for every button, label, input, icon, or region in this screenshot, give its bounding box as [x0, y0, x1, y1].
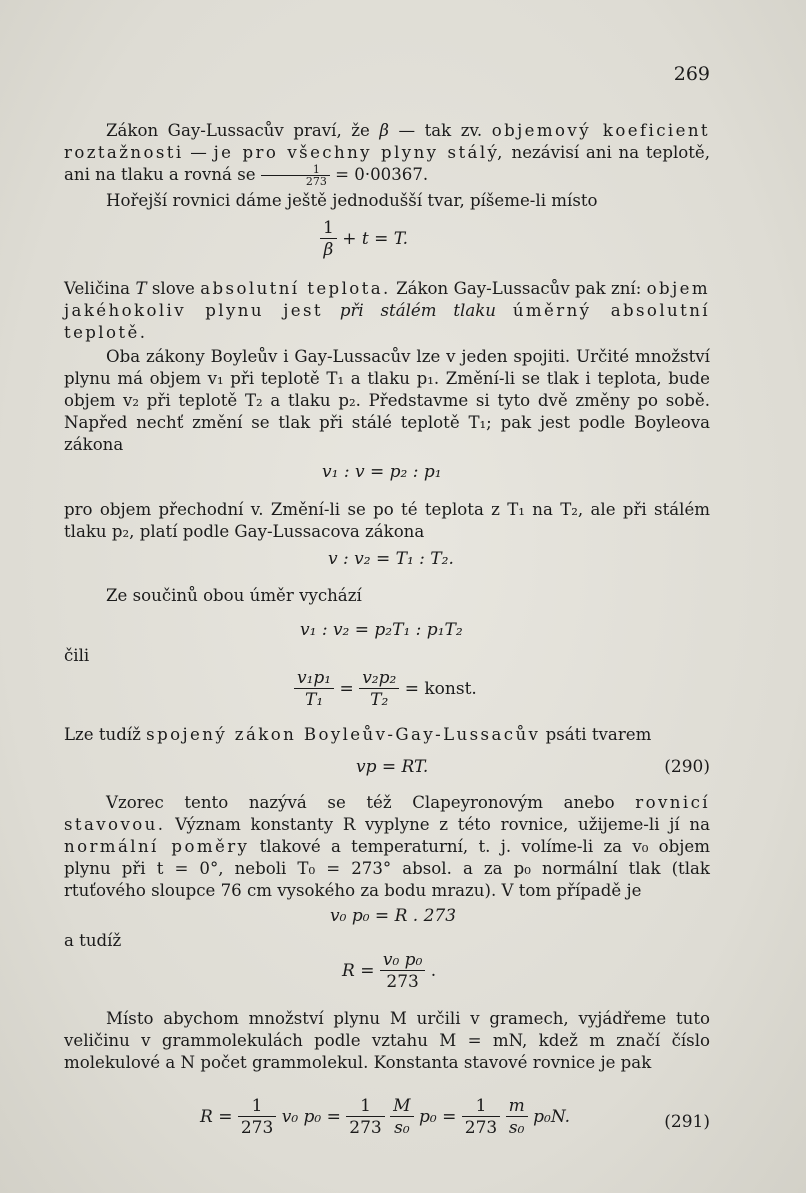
- equation-number-290: (290): [664, 757, 710, 777]
- equation-vp-rt: vp = RT.: [356, 757, 429, 777]
- equation-absolute-temp: [320, 218, 408, 261]
- text: nezávisí ani na teplotě, ani na tlaku a rovná se: [64, 143, 710, 184]
- paragraph-clapeyron: Vzorec tento nazývá se též Clapeyronovým anebo rovnicí stavovou. Význam konstanty R vyplyne z této rovnice, užijeme-li jí na normální poměry tlakové a temperaturní, t. j. volíme-li za v₀ objem plynu při t = 0°, neboli T₀ = 273° absol. a za p₀ normální tlak (tlak rtuťového sloupce 76 cm vysokého za bodu mrazu). V tom případě je: [64, 793, 710, 900]
- equation-constant: $\frac{\text{v₁p₁}}{\text{T₁}}$ = $\frac{\text{v₂p₂}}{\text{T₂}}$ = konst.: [294, 668, 477, 711]
- equation-rest: + t = T.: [342, 229, 409, 249]
- paragraph-simpler-form: Hořejší rovnici dáme ještě jednodušší tvar, píšeme-li místo: [106, 191, 598, 210]
- equation-gay-lussac-ratio: v : v₂ = T₁ : T₂.: [328, 549, 454, 569]
- paragraph-combined-law: Lze tudíž spojený zákon Boyleův-Gay-Lussacův psáti tvarem: [64, 725, 652, 744]
- fraction-1-beta: $\frac{1}{\beta}$: [320, 218, 337, 261]
- equation-v0p0: v₀ p₀ = R . 273: [330, 906, 457, 926]
- equation-number-291: (291): [664, 1112, 710, 1132]
- equation-boyle-ratio: v₁ : v = p₂ : p₁: [322, 462, 442, 482]
- equation-product-ratio: v₁ : v₂ = p₂T₁ : p₁T₂: [300, 620, 463, 640]
- fraction-1-273: $\frac{1}{273}$: [261, 164, 330, 187]
- text: = 0·00367.: [329, 165, 429, 184]
- spaced-text: je pro všechny plyny stálý,: [213, 143, 505, 162]
- text: Zákon Gay-Lussacův praví, že: [106, 121, 380, 140]
- equation-R: R = $\frac{\text{v₀ p₀}}{273}$ .: [342, 950, 437, 992]
- spaced-text: objemový koeficient roztažnosti: [64, 121, 710, 162]
- paragraph-product: Ze součinů obou úměr vychází: [106, 586, 362, 605]
- equation-R-expanded: R = $\frac{1}{273}$ v₀ p₀ = $\frac{1}{273}$ $\frac{M}{\text{s₀}}$ p₀ = $\frac{1}{273}$ $\frac{m}{\text{s₀}}$ p₀N.: [200, 1096, 571, 1138]
- paragraph-intermediate-volume: pro objem přechodní v. Změní-li se po té teplota z T₁ na T₂, ale při stálém tlaku p₂, platí podle Gay-Lussacova zákona: [64, 500, 710, 541]
- page-number: 269: [673, 63, 710, 85]
- text: — tak zv.: [388, 121, 492, 140]
- word-cili: čili: [64, 646, 90, 665]
- symbol-beta: β: [379, 121, 389, 140]
- paragraph-gay-lussac-law: [64, 120, 710, 187]
- paragraph-grammolecules: Místo abychom množství plynu M určili v gramech, vyjádřeme tuto veličinu v grammolekulách podle vztahu M = mN, kdež m značí číslo molekulové a N počet grammolekul. Konstanta stavové rovnice je pak: [64, 1009, 710, 1072]
- paragraph-absolute-temperature: Veličina T slove absolutní teplota. Zákon Gay-Lussacův pak zní: objem jakéhokoliv plynu jest při stálém tlaku úměrný absolutní teplotě.: [64, 279, 710, 342]
- word-a-tudiz: a tudíž: [64, 931, 122, 950]
- paragraph-combined-laws: Oba zákony Boyleův i Gay-Lussacův lze v jeden spojiti. Určité množství plynu má objem v₁ při teplotě T₁ a tlaku p₁. Změní-li se tlak i teplota, bude objem v₂ při teplotě T₂ a tlaku p₂. Představme si tyto dvě změny po sobě. Napřed nechť změní se tlak při stálé teplotě T₁; pak jest podle Boyleova zákona: [64, 347, 710, 454]
- text: —: [183, 143, 214, 162]
